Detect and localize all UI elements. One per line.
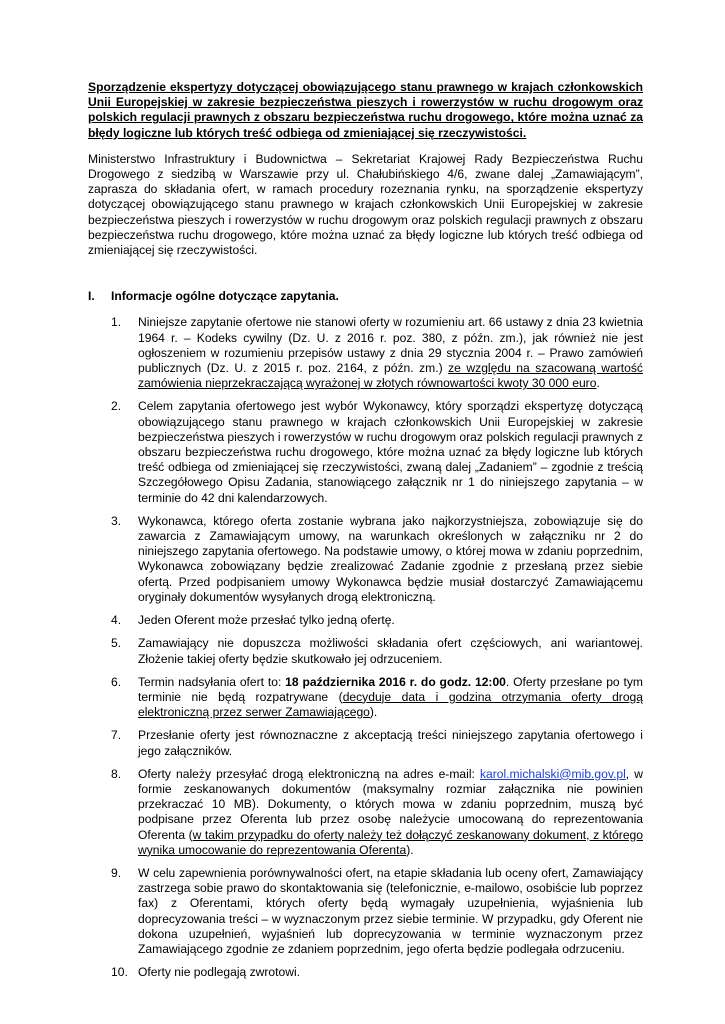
item-text: W celu zapewnienia porównywalności ofert, na etapie składania lub oceny ofert, Zamawiający zastrzega sobie prawo do skontaktowania się (telefonicznie, e-mailowo, osobiście lub poprzez fax) z Oferentami, których oferty będą wymagały uzupełnienia, wyjaśnienia lub doprecyzowania treści – w wyznaczonym przez siebie terminie. W przypadku, gdy Oferent nie dokona uzupełnień, wyjaśnień lub doprecyzowania w terminie wyznaczonym przez Zamawiającego zgodnie ze zdaniem poprzednim, jego oferta będzie podlegała odrzuceniu. xyxy=(138,865,643,956)
item-text-run: Niniejsze zapytanie ofertowe nie stanowi oferty w rozumieniu art. 66 ustawy z dnia 23 kwietnia 1964 r. – Kodeks cywilny (Dz. U. z 2016 r. poz. 380, z późn. zm.), jak również nie jest ogłoszeniem w rozumieniu przepisów ustawy z dnia 29 stycznia 2004 r. – Prawo zamówień publicznych (Dz. U. z 2015 r. poz. 2164, z późn. zm.) xyxy=(138,315,643,376)
item-number: 7. xyxy=(111,728,122,743)
list-item xyxy=(88,675,643,721)
item-number: 3. xyxy=(111,513,122,528)
item-number: 1. xyxy=(111,315,122,330)
item-number: 10. xyxy=(111,965,128,980)
item-text: Celem zapytania ofertowego jest wybór Wykonawcy, który sporządzi ekspertyzę dotyczącą obowiązującego stanu prawnego w krajach członkowskich Unii Europejskiej w zakresie bezpieczeństwa pieszych i rowerzystów w ruchu drogowym oraz polskich regulacji prawnych z obszaru bezpieczeństwa ruchu drogowego, które można uznać za błędy logiczne lub których treść odbiega od zmieniającej się rzeczywistości, zwaną dalej „Zadaniem” – zgodnie z treścią Szczegółowego Opisu Zadania, stanowiącego załącznik nr 1 do niniejszego zapytania – w terminie do 42 dni kalendarzowych. xyxy=(138,399,643,505)
item-text xyxy=(138,315,643,391)
item-underlined-run: decyduje data i godzina otrzymania oferty drogą elektroniczną przez serwer Zamawiającego xyxy=(138,689,644,720)
list-item xyxy=(88,315,643,391)
item-text: Jeden Oferent może przesłać tylko jedną ofertę. xyxy=(138,613,395,628)
item-text-run: Oferty należy przesyłać drogą elektroniczną na adres e-mail: xyxy=(138,766,480,781)
intro-paragraph: Ministerstwo Infrastruktury i Budownictwa – Sekretariat Krajowej Rady Bezpieczeństwa Ruchu Drogowego z siedzibą w Warszawie przy ul. Chałubińskiego 4/6, zwane dalej „Zamawiającym”, zaprasza do składania ofert, w ramach procedury rozeznania rynku, na sporządzenie ekspertyzy dotyczącej obowiązującego stanu prawnego w krajach członkowskich Unii Europejskiej w zakresie bezpieczeństwa pieszych i rowerzystów w ruchu drogowym oraz polskich regulacji prawnych z obszaru bezpieczeństwa ruchu drogowego, które można uznać za błędy logiczne lub których treść odbiega od zmieniającej się rzeczywistości. xyxy=(88,151,643,258)
section-number: I. xyxy=(88,289,95,304)
list-item xyxy=(88,399,643,505)
list-item xyxy=(88,636,643,666)
item-number: 9. xyxy=(111,865,122,880)
item-text xyxy=(138,767,643,858)
item-number: 2. xyxy=(111,399,122,414)
item-text-run: . Oferty przesłane po tym terminie nie będą rozpatrywane ( xyxy=(138,674,643,704)
item-number: 4. xyxy=(111,613,122,628)
section-heading xyxy=(88,289,643,304)
email-link[interactable]: karol.michalski@mib.gov.pl xyxy=(479,766,626,781)
item-text: Zamawiający nie dopuszcza możliwości składania ofert częściowych, ani wariantowej. Złożenie takiej oferty będzie skutkowało jej odrzuceniem. xyxy=(138,636,643,666)
list-item xyxy=(88,728,643,758)
item-text: Przesłanie oferty jest równoznaczne z akceptacją treści niniejszego zapytania ofertowego i jego załączników. xyxy=(138,728,643,758)
section-title: Informacje ogólne dotyczące zapytania. xyxy=(111,289,339,304)
numbered-list xyxy=(88,315,643,980)
item-text-run: Termin nadsyłania ofert to: xyxy=(138,674,286,689)
list-item xyxy=(88,965,643,980)
item-text: Oferty nie podlegają zwrotowi. xyxy=(138,965,301,980)
item-text-end: ). xyxy=(369,705,378,720)
item-text-end: . xyxy=(596,376,600,391)
document-title: Sporządzenie ekspertyzy dotyczącej obowiązującego stanu prawnego w krajach członkowskich Unii Europejskiej w zakresie bezpieczeństwa pieszych i rowerzystów w ruchu drogowym oraz polskich regulacji prawnych z obszaru bezpieczeństwa ruchu drogowego, które można uznać za błędy logiczne lub których treść odbiega od zmieniającej się rzeczywistości. xyxy=(88,80,643,140)
item-text: Wykonawca, którego oferta zostanie wybrana jako najkorzystniejsza, zobowiązuje się do zawarcia z Zamawiającym umowy, na warunkach określonych w załączniku nr 2 do niniejszego zapytania ofertowego. Na podstawie umowy, o której mowa w zdaniu poprzednim, Wykonawca zobowiązany będzie zrealizować Zadanie zgodnie z przesłaną przez siebie ofertą. Przed podpisaniem umowy Wykonawca będzie musiał dostarczyć Zamawiającemu oryginały dokumentów wysyłanych drogą elektroniczną. xyxy=(138,513,643,604)
list-item xyxy=(88,866,643,957)
list-item xyxy=(88,613,643,628)
item-number: 8. xyxy=(111,766,122,781)
item-number: 5. xyxy=(111,636,122,651)
item-text-end: ). xyxy=(406,842,414,857)
item-number: 6. xyxy=(111,674,122,689)
item-underlined-run: ze względu na szacowaną wartość zamówienia nieprzekraczającą wyrażonej w złotych równowartości kwoty 30 000 euro xyxy=(138,361,643,391)
item-underlined-run: w takim przypadku do oferty należy też dołączyć zeskanowany dokument, z którego wynika umocowanie do reprezentowania Oferenta xyxy=(138,827,643,857)
list-item xyxy=(88,514,643,605)
item-text xyxy=(138,675,643,721)
list-item xyxy=(88,767,643,858)
deadline-date: 18 października 2016 r. do godz. 12:00 xyxy=(285,674,506,689)
item-text-run: , w formie zeskanowanych dokumentów (maksymalny rozmiar załącznika nie powinien przekraczać 10 MB). Dokumenty, o których mowa w zdaniu poprzednim, muszą być podpisane przez Oferenta lub przez osobę należycie umocowaną do reprezentowania Oferenta ( xyxy=(138,766,643,842)
